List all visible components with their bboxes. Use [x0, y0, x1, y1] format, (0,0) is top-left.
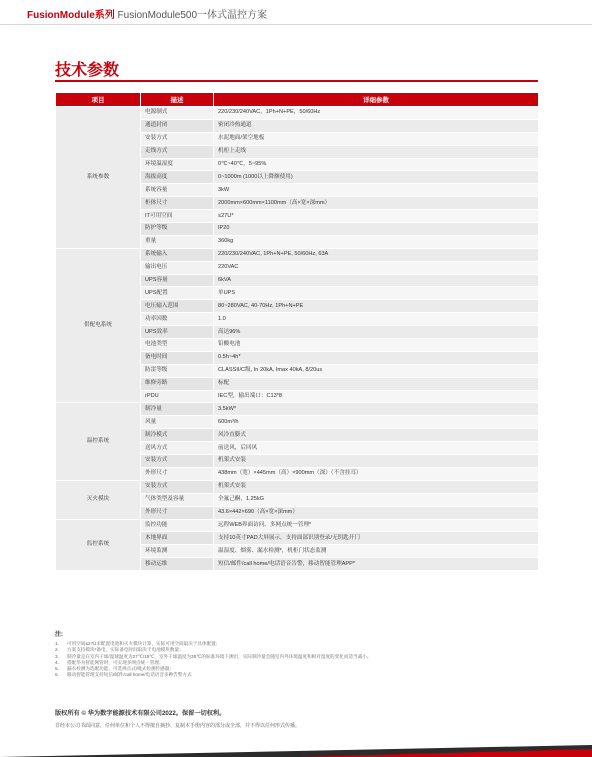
- header-brand: FusionModule系列: [27, 10, 115, 21]
- item-cell: 海拔高度: [141, 171, 214, 184]
- table-row: [56, 248, 539, 261]
- notes-title: 注:: [55, 632, 63, 638]
- item-cell: 环境监测: [141, 545, 214, 558]
- item-cell: UPS效率: [141, 326, 214, 339]
- category-cell: 灭火模块: [56, 480, 141, 519]
- table-row: [56, 403, 539, 416]
- item-cell: 系统容量: [141, 184, 214, 197]
- note-number: 2.: [55, 647, 59, 653]
- detail-cell: 前送风，后回风: [214, 442, 539, 455]
- item-cell: UPS容量: [141, 274, 214, 287]
- item-cell: 移动运维: [141, 558, 214, 571]
- item-cell: 送风方式: [141, 442, 214, 455]
- note-number: 5.: [55, 666, 59, 672]
- detail-cell: 360kg: [214, 235, 539, 248]
- detail-cell: 单UPS: [214, 287, 539, 300]
- detail-cell: 3.5kW*: [214, 403, 539, 416]
- category-cell: 温控系统: [56, 403, 141, 480]
- item-cell: 备电时间: [141, 351, 214, 364]
- item-cell: 安装方式: [141, 455, 214, 468]
- detail-cell: 支持10英寸PAD大屏展示，支持面部识别登录/无钥匙开门: [214, 532, 539, 545]
- item-cell: 电池类型: [141, 339, 214, 352]
- note-number: 6.: [55, 672, 59, 678]
- detail-cell: 220VAC: [214, 261, 539, 274]
- header-description: 描述: [141, 93, 214, 107]
- item-cell: 防雷等级: [141, 364, 214, 377]
- category-cell: 供配电系统: [56, 248, 141, 403]
- item-cell: 风量: [141, 416, 214, 429]
- note-text: 可用空间≤27U未配置电池和灭火模块计算，实际可用空间取决于具体配置；: [67, 641, 221, 647]
- item-cell: 防护等级: [141, 223, 214, 236]
- detail-cell: 高达96%: [214, 326, 539, 339]
- detail-cell: 标配: [214, 377, 539, 390]
- note-text: 制冷量是在室内干球/湿球温度为27℃/19℃，室外干球温度为35℃的标准环境下测出，实际制冷量会随室内外环境温度和相对湿度的变化而适当减小。: [67, 653, 372, 659]
- detail-cell: 机架式安装: [214, 455, 539, 468]
- detail-cell: 0~1000m (1000以上降额使用): [214, 171, 539, 184]
- table-row: [56, 519, 539, 532]
- item-cell: rPDU: [141, 390, 214, 403]
- category-cell: 监控系统: [56, 519, 141, 571]
- note-number: 4.: [55, 659, 59, 665]
- detail-cell: 密闭冷热通道: [214, 119, 539, 132]
- detail-cell: 80~280VAC, 40-70Hz, 1Ph+N+PE: [214, 300, 539, 313]
- item-cell: 重量: [141, 235, 214, 248]
- item-cell: 外形尺寸: [141, 506, 214, 519]
- note-number: 3.: [55, 653, 59, 659]
- item-cell: IT可用空间: [141, 210, 214, 223]
- item-cell: UPS配置: [141, 287, 214, 300]
- detail-cell: 3kW: [214, 184, 539, 197]
- detail-cell: 2000mm×600mm×1100mm（高×宽×深mm）: [214, 197, 539, 210]
- detail-cell: 0.5h~4h*: [214, 351, 539, 364]
- item-cell: 气体类型及容量: [141, 493, 214, 506]
- detail-cell: 6kVA: [214, 274, 539, 287]
- item-cell: 输出电压: [141, 261, 214, 274]
- detail-cell: 温湿度、烟雾、漏水检测*，机柜门状态监测: [214, 545, 539, 558]
- table-row: [56, 480, 539, 493]
- detail-cell: 1.0: [214, 313, 539, 326]
- title-underline: [55, 80, 538, 82]
- notes-section: [55, 632, 538, 678]
- item-cell: 本地界面: [141, 532, 214, 545]
- item-cell: 制冷量: [141, 403, 214, 416]
- spec-table: [55, 92, 539, 571]
- note-text: 搭配华为智能网管时，可实现多网点统一管理；: [67, 659, 164, 665]
- item-cell: 安装方式: [141, 480, 214, 493]
- item-cell: 制冷模式: [141, 429, 214, 442]
- spec-table-header: [56, 93, 539, 107]
- detail-cell: 机架式安装: [214, 480, 539, 493]
- item-cell: 功率因数: [141, 313, 214, 326]
- item-cell: 通道封闭: [141, 119, 214, 132]
- note-number: 1.: [55, 641, 59, 647]
- header-product: FusionModule500一体式温控方案: [114, 10, 268, 21]
- detail-cell: 铅酸电池: [214, 339, 539, 352]
- category-cell: 系统参数: [56, 107, 141, 249]
- detail-cell: 438mm（宽）×445mm（高）×900mm（深）（不含挂耳）: [214, 467, 539, 480]
- document-header: [27, 6, 267, 21]
- detail-cell: IP20: [214, 223, 539, 236]
- detail-cell: 全氟己酮，1.25kG: [214, 493, 539, 506]
- item-cell: 维修旁路: [141, 377, 214, 390]
- item-cell: 电源制式: [141, 107, 214, 120]
- item-cell: 监控功能: [141, 519, 214, 532]
- detail-cell: IEC型，输出端口：C13*8: [214, 390, 539, 403]
- header-divider: [0, 24, 592, 25]
- copyright: 版权所有 © 华为数字能源技术有限公司2022。保留一切权利。: [55, 710, 226, 717]
- detail-cell: 0℃~40℃，5~95%: [214, 158, 539, 171]
- detail-cell: 220/230/240VAC，1Ph+N+PE，50/60Hz: [214, 107, 539, 120]
- detail-cell: 220/230/240VAC, 1Ph+N+PE, 50/60Hz, 63A: [214, 248, 539, 261]
- table-row: [56, 107, 539, 120]
- item-cell: 环境温湿度: [141, 158, 214, 171]
- header-detail: 详细参数: [214, 93, 539, 107]
- item-cell: 走线方式: [141, 145, 214, 158]
- header-item: 项目: [56, 93, 141, 107]
- detail-cell: 水泥地面/架空地板: [214, 132, 539, 145]
- footer-stripe: [0, 741, 592, 757]
- detail-cell: 风冷直膨式: [214, 429, 539, 442]
- detail-cell: 远程WEB界面访问、多网点统一管理*: [214, 519, 539, 532]
- detail-cell: 43.6×442×690（高×宽×深mm）: [214, 506, 539, 519]
- detail-cell: 短信/邮件/call home/电话语音告警，移动智能管理APP*: [214, 558, 539, 571]
- item-cell: 柜体尺寸: [141, 197, 214, 210]
- item-cell: 电压输入范围: [141, 300, 214, 313]
- item-cell: 外形尺寸: [141, 467, 214, 480]
- note-text: 方案支持模块*备电，实际备电时间取决于电池模块数量；: [67, 647, 184, 653]
- disclaimer: 非经本公司书面同意，任何单位和个人不得擅自摘抄、复制本手册内容的部分或全部，并不得以任何形式传播。: [55, 723, 301, 729]
- detail-cell: 机柜上走线: [214, 145, 539, 158]
- item-cell: 系统输入: [141, 248, 214, 261]
- detail-cell: ≤27U*: [214, 210, 539, 223]
- note-item: [55, 672, 538, 678]
- item-cell: 安装方式: [141, 132, 214, 145]
- note-text: 漏水检测为选配功能，可选择点式/绳式检测传感器；: [67, 666, 174, 672]
- page-title: 技术参数: [55, 62, 120, 79]
- detail-cell: 600m³/h: [214, 416, 539, 429]
- detail-cell: CLASSII/C级, In 20kA, Imax 40kA, 8/20us: [214, 364, 539, 377]
- note-text: 移动智能管理支持短信/邮件/call home/电话语音多种告警方式: [67, 672, 192, 678]
